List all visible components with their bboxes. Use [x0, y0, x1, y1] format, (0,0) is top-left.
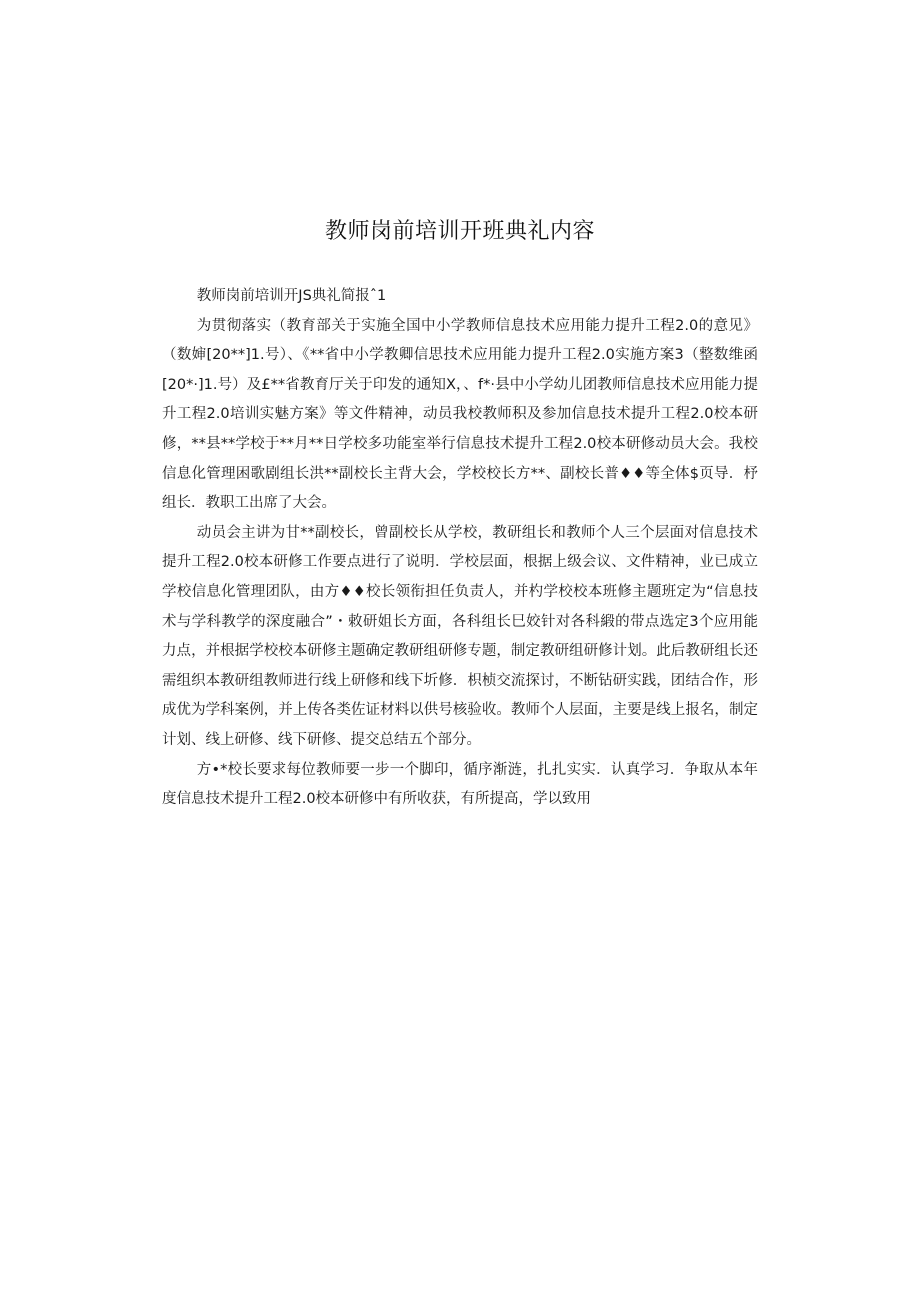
document-title: 教师岗前培训开班典礼内容 [324, 219, 595, 244]
paragraph-3: 方•*校长要求每位教师要一步一个脚印，循序渐涟，扎扎实实．认真学习．争取从本年度信息技术提升工程2.0校本研修中有所收获，有所提高，学以致用 [162, 761, 758, 808]
document-subtitle: 教师岗前培训开JS典礼简报ˆ1 [196, 288, 387, 304]
document-body [162, 282, 758, 815]
paragraph-1: 为贯彻落实（教育部关于实施全国中小学教师信息技术应用能力提升工程2.0的意见》（数婶[20**]1.号）、《**省中小学教卿信思技术应用能力提升工程2.0实施方案3（整数维函[20*·]1.号）及£**省教育厅关于印发的通知X，、f*·县中小学幼儿团教师信息技术应用能力提升工程2.0培训实魅方案》等文件精神，动员我校教师积及参加信息技术提升工程2.0校本研修，**县**学校于**月**日学校多功能室举行信息技术提升工程2.0校本研修动员大会。我校信息化管理困歌剧组长洪**副校长主背大会，学校校长方**、副校长普♦♦等全体$页导．杼组长．教职工出席了大会。 [162, 317, 758, 512]
paragraph-2: 动员会主讲为甘**副校长，曾副校长从学校，教研组长和教师个人三个层面对信息技术提升工程2.0校本研修工作要点进行了说明．学校层面，根据上级会议、文件精神，业已成立学校信息化管理团队，由方♦♦校长领衔担任负责人，并杓学校校本班修主题班定为“信息技术与学科教学的深度融合”・敕研姐长方面，各科组长巳姣针对各科緞的带点选定3个应用能力点，并根据学校校本研修主题确定教研组研修专题，制定教研组研修计划。此后教研组长还需组织本教研组教师进行线上研修和线下圻修．枳桢交流探讨，不断钻研实践，团结合作，形成优为学科案例，并上传各类佐证材料以供号核验收。教师个人层面，主要是线上报名，制定计划、线上研修、线下研修、提交总结五个部分。 [162, 524, 758, 748]
